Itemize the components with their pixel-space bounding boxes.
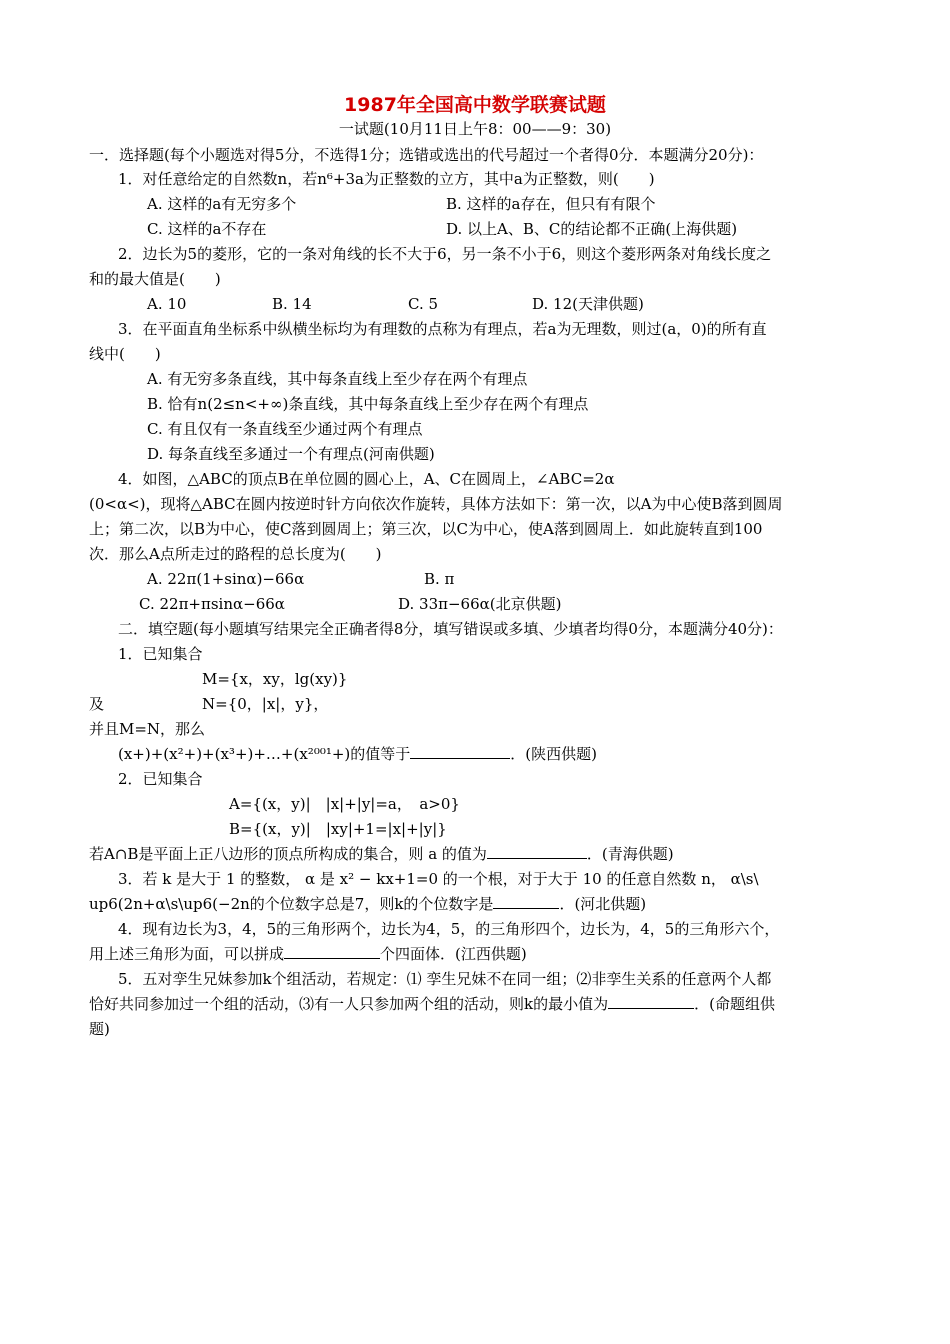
fill-q2-set-a: A={(x，y)| |x|+|y|=a， a>0} xyxy=(229,795,460,813)
fill-q5-answer-blank xyxy=(608,994,694,1009)
fill-q1-and: 及 xyxy=(89,695,105,713)
q4-option-b: B. π xyxy=(424,570,455,588)
fill-q1-intro: 1．已知集合 xyxy=(118,645,203,663)
fill-q3-line1: 3．若 k 是大于 1 的整数， α 是 x² − kx+1=0 的一个根，对于大于 10 的任意自然数 n， α\s\ xyxy=(118,870,759,888)
q3-option-a: A. 有无穷多条直线，其中每条直线上至少存在两个有理点 xyxy=(147,370,528,388)
q1-option-d: D. 以上A、B、C的结论都不正确(上海供题) xyxy=(446,220,738,238)
fill-q2-question: 若A∩B是平面上正八边形的顶点所构成的集合，则 a 的值为 ．(青海供题) xyxy=(89,845,674,863)
section-one-heading: 一．选择题(每个小题选对得5分，不选得1分；选错或选出的代号超过一个者得0分．本题满分20分)： xyxy=(89,146,764,164)
fill-q4-line1: 4．现有边长为3，4，5的三角形两个，边长为4，5，的三角形四个，边长为，4，5的三角形六个， xyxy=(118,920,780,938)
fill-q3-answer-blank xyxy=(493,894,559,909)
q1-stem: 1．对任意给定的自然数n，若n⁶+3a为正整数的立方，其中a为正整数，则( ) xyxy=(118,170,655,188)
document-title: 1987年全国高中数学联赛试题 xyxy=(344,94,606,116)
q4-stem-line3: 上；第二次，以B为中心，使C落到圆周上；第三次，以C为中心，使A落到圆周上．如此旋转直到100 xyxy=(89,520,763,538)
q4-option-a: A. 22π(1+sinα)−66α xyxy=(147,570,305,588)
q3-stem-line2: 线中( ) xyxy=(89,345,161,363)
q2-option-c: C. 5 xyxy=(408,295,439,313)
q4-stem-line4: 次．那么A点所走过的路程的总长度为( ) xyxy=(89,545,382,563)
fill-q5-line2: 恰好共同参加过一个组的活动，⑶有一人只参加两个组的活动，则k的最小值为 ．(命题组供 xyxy=(89,995,775,1013)
q4-stem-line2: (0<α<)，现将△ABC在圆内按逆时针方向依次作旋转，具体方法如下：第一次，以A为中心使B落到圆周 xyxy=(89,495,783,513)
fill-q1-condition: 并且M=N，那么 xyxy=(89,720,206,738)
q3-option-d: D. 每条直线至多通过一个有理点(河南供题) xyxy=(147,445,435,463)
fill-q2-set-b: B={(x，y)| |xy|+1=|x|+|y|} xyxy=(229,820,447,838)
q1-option-b: B. 这样的a存在，但只有有限个 xyxy=(446,195,656,213)
fill-q1-answer-blank xyxy=(410,744,510,759)
q3-option-c: C. 有且仅有一条直线至少通过两个有理点 xyxy=(147,420,423,438)
fill-q1-set-n: N={0，|x|，y}， xyxy=(202,695,329,713)
fill-q1-set-m: M={x，xy，lg(xy)} xyxy=(202,670,348,688)
q2-option-a: A. 10 xyxy=(147,295,187,313)
q4-stem-line1: 4．如图，△ABC的顶点B在单位圆的圆心上，A、C在圆周上，∠ABC=2α xyxy=(118,470,615,488)
q2-option-d: D. 12(天津供题) xyxy=(532,295,644,313)
fill-q4-answer-blank xyxy=(284,944,380,959)
fill-q2-intro: 2．已知集合 xyxy=(118,770,203,788)
q1-option-c: C. 这样的a不存在 xyxy=(147,220,267,238)
fill-q1-expression: (x+)+(x²+)+(x³+)+…+(x²⁰⁰¹+)的值等于 ．(陕西供题) xyxy=(118,745,597,763)
fill-q5-line3: 题) xyxy=(89,1020,110,1038)
q3-stem-line1: 3．在平面直角坐标系中纵横坐标均为有理数的点称为有理点，若a为无理数，则过(a，0)的所有直 xyxy=(118,320,767,338)
q4-option-d: D. 33π−66α(北京供题) xyxy=(398,595,562,613)
fill-q2-answer-blank xyxy=(487,844,587,859)
q2-stem-line1: 2．边长为5的菱形，它的一条对角线的长不大于6，另一条不小于6，则这个菱形两条对角线长度之 xyxy=(118,245,772,263)
fill-q5-line1: 5．五对孪生兄妹参加k个组活动，若规定：⑴ 孪生兄妹不在同一组；⑵非孪生关系的任意两个人都 xyxy=(118,970,772,988)
exam-time-subtitle: 一试题(10月11日上午8：00——9：30) xyxy=(338,120,612,138)
q4-option-c: C. 22π+πsinα−66α xyxy=(139,595,285,613)
q3-option-b: B. 恰有n(2≤n<+∞)条直线，其中每条直线上至少存在两个有理点 xyxy=(147,395,589,413)
section-two-heading: 二．填空题(每小题填写结果完全正确者得8分，填写错误或多填、少填者均得0分，本题满分40分)： xyxy=(118,620,783,638)
q2-option-b: B. 14 xyxy=(272,295,312,313)
fill-q3-line2: up6(2n+α\s\up6(−2n的个位数字总是7，则k的个位数字是 ．(河北供题) xyxy=(89,895,647,913)
q1-option-a: A. 这样的a有无穷多个 xyxy=(147,195,297,213)
fill-q4-line2: 用上述三角形为面，可以拼成 个四面体．(江西供题) xyxy=(89,945,527,963)
q2-stem-line2: 和的最大值是( ) xyxy=(89,270,221,288)
